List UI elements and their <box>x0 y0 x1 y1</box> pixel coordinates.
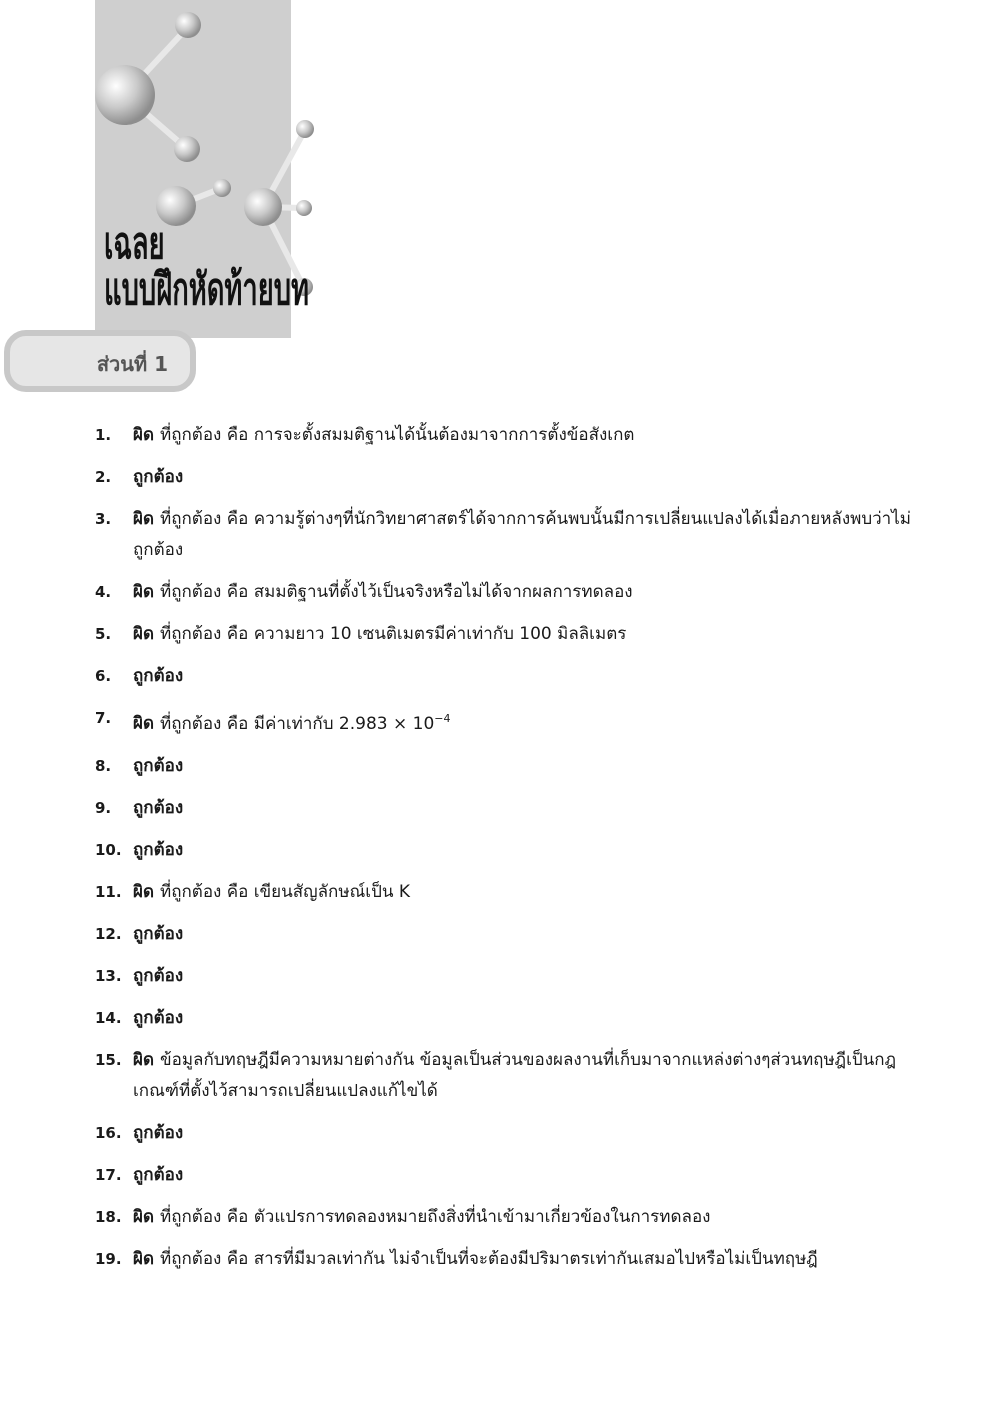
answer-item <box>95 462 915 493</box>
answer-item <box>95 577 915 608</box>
answer-verdict: ถูกต้อง <box>133 467 184 487</box>
answer-number: 13. <box>95 966 122 985</box>
answer-verdict: ผิด <box>133 881 155 902</box>
answer-verdict: ถูกต้อง <box>133 755 184 776</box>
answer-verdict: ผิด <box>133 1049 155 1070</box>
answer-item <box>95 420 915 451</box>
answer-number: 2. <box>95 468 112 486</box>
answer-number: 7. <box>95 709 112 727</box>
answer-number: 3. <box>95 510 112 528</box>
section-tab <box>4 330 196 392</box>
answer-verdict: ผิด <box>133 582 155 602</box>
answer-item <box>95 793 915 824</box>
answer-number: 19. <box>95 1249 122 1268</box>
answer-item <box>95 835 915 866</box>
answer-item <box>95 1003 915 1034</box>
answer-number: 9. <box>95 798 112 817</box>
answer-verdict: ถูกต้อง <box>133 923 184 944</box>
answer-number: 14. <box>95 1008 122 1027</box>
answer-verdict: ผิด <box>133 1248 155 1269</box>
answer-list <box>95 420 915 1286</box>
answer-detail: ที่ถูกต้อง คือ สมมติฐานที่ตั้งไว้เป็นจริงหรือไม่ได้จากผลการทดลอง <box>160 582 633 602</box>
answer-detail: ข้อมูลกับทฤษฎีมีความหมายต่างกัน ข้อมูลเป็นส่วนของผลงานที่เก็บมาจากแหล่งต่างๆส่วนทฤษฎีเป็นกฎเกณฑ์ที่ตั้งไว้สามารถเปลี่ยนแปลงแก้ไขได้ <box>133 1049 897 1101</box>
answer-number: 15. <box>95 1050 122 1069</box>
answer-number: 11. <box>95 882 122 901</box>
answer-item <box>95 1045 915 1107</box>
answer-verdict: ผิด <box>133 425 155 445</box>
answer-number: 8. <box>95 756 112 775</box>
answer-item <box>95 1202 915 1233</box>
answer-item <box>95 877 915 908</box>
exponent: −4 <box>434 712 451 725</box>
answer-detail: ที่ถูกต้อง คือ การจะตั้งสมมติฐานได้นั้นต้องมาจากการตั้งข้อสังเกต <box>160 425 635 445</box>
answer-item <box>95 1118 915 1149</box>
answer-item <box>95 703 915 740</box>
answer-item <box>95 919 915 950</box>
answer-number: 1. <box>95 426 112 444</box>
answer-verdict: ถูกต้อง <box>133 839 184 860</box>
answer-verdict: ถูกต้อง <box>133 666 184 686</box>
answer-detail: ที่ถูกต้อง คือ ตัวแปรการทดลองหมายถึงสิ่งที่นำเข้ามาเกี่ยวข้องในการทดลอง <box>160 1206 711 1227</box>
answer-item <box>95 961 915 992</box>
page-title <box>104 219 310 314</box>
answer-detail: ที่ถูกต้อง คือ เขียนสัญลักษณ์เป็น K <box>160 881 411 902</box>
answer-number: 6. <box>95 667 112 685</box>
answer-detail: ที่ถูกต้อง คือ ความรู้ต่างๆที่นักวิทยาศาสตร์ได้จากการค้นพบนั้นมีการเปลี่ยนแปลงได้เมื่อภายหลังพบว่าไม่ถูกต้อง <box>133 509 911 560</box>
answer-detail: ที่ถูกต้อง คือ ความยาว 10 เซนติเมตรมีค่าเท่ากับ 100 มิลลิเมตร <box>160 624 627 644</box>
section-label: ส่วนที่ 1 <box>96 352 168 376</box>
answer-number: 4. <box>95 583 112 601</box>
answer-detail: ที่ถูกต้อง คือ มีค่าเท่ากับ 2.983 × 10 <box>160 713 435 734</box>
answer-verdict: ถูกต้อง <box>133 965 184 986</box>
answer-verdict: ถูกต้อง <box>133 1164 184 1185</box>
answer-verdict: ถูกต้อง <box>133 797 184 818</box>
answer-number: 16. <box>95 1123 122 1142</box>
answer-verdict: ผิด <box>133 624 155 644</box>
answer-item <box>95 619 915 650</box>
answer-detail: ที่ถูกต้อง คือ สารที่มีมวลเท่ากัน ไม่จำเป็นที่จะต้องมีปริมาตรเท่ากันเสมอไปหรือไม่เป็นทฤษฎี <box>160 1248 818 1269</box>
answer-item <box>95 1160 915 1191</box>
answer-verdict: ผิด <box>133 713 155 734</box>
answer-verdict: ผิด <box>133 509 155 529</box>
title-line-2: แบบฝึกหัดท้ายบท <box>104 265 310 314</box>
answer-item <box>95 751 915 782</box>
answer-item <box>95 1244 915 1275</box>
answer-item <box>95 661 915 692</box>
answer-verdict: ถูกต้อง <box>133 1122 184 1143</box>
answer-number: 10. <box>95 840 122 859</box>
answer-number: 5. <box>95 625 112 643</box>
answer-verdict: ผิด <box>133 1206 155 1227</box>
answer-number: 12. <box>95 924 122 943</box>
answer-item <box>95 504 915 566</box>
answer-number: 18. <box>95 1207 122 1226</box>
title-line-1: เฉลย <box>104 219 165 268</box>
answer-number: 17. <box>95 1165 122 1184</box>
answer-verdict: ถูกต้อง <box>133 1007 184 1028</box>
